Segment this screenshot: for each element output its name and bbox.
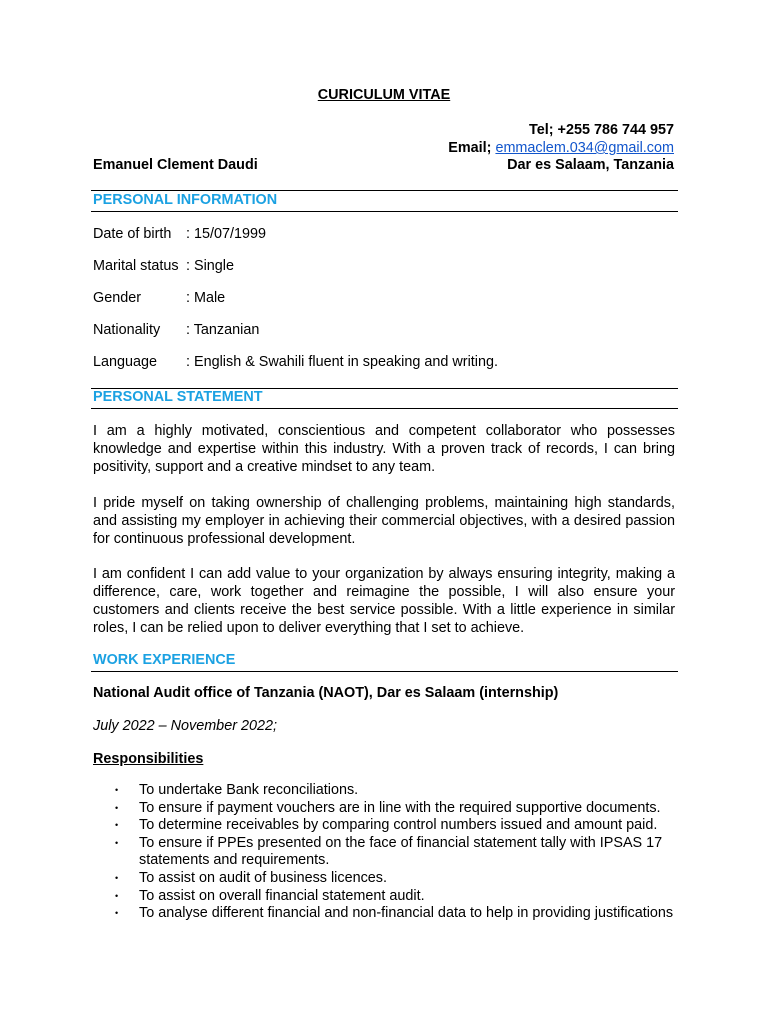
- section-title-personal-statement: PERSONAL STATEMENT: [93, 389, 263, 405]
- bullet-icon: •: [115, 785, 119, 795]
- section-title-personal-information: PERSONAL INFORMATION: [93, 192, 278, 208]
- info-label-dob: Date of birth: [93, 226, 172, 242]
- section-divider-bottom: [91, 671, 678, 672]
- list-item-text: To assist on overall financial statement audit.: [139, 887, 425, 904]
- contact-email-line: [448, 140, 674, 156]
- bullet-icon: •: [115, 820, 119, 831]
- candidate-name: Emanuel Clement Daudi: [93, 157, 258, 173]
- info-label-language: Language: [93, 354, 158, 370]
- statement-paragraph-3: I am confident I can add value to your organization by always ensuring integrity, making a difference, care, work together and reimagine the possible, I will also ensure your customers and clients receive the best service possible. With a little experience in similar roles, I can be relied upon to deliver everything that I set to achieve.: [93, 566, 675, 636]
- list-item-text: To analyse different financial and non-financial data to help in providing justifications: [139, 905, 674, 922]
- info-value-gender: : Male: [186, 290, 226, 306]
- bullet-icon: •: [115, 837, 119, 848]
- list-item: [110, 800, 680, 818]
- responsibilities-list: [110, 782, 680, 923]
- work-period: July 2022 – November 2022;: [93, 718, 277, 734]
- list-item-text: To assist on audit of business licences.: [139, 869, 387, 886]
- list-item-text: To undertake Bank reconciliations.: [139, 782, 359, 798]
- section-divider-bottom: [91, 408, 678, 409]
- document-title: CURICULUM VITAE: [317, 87, 451, 103]
- contact-phone: Tel; +255 786 744 957: [529, 122, 674, 138]
- contact-location: Dar es Salaam, Tanzania: [507, 157, 674, 173]
- statement-paragraph-2: I pride myself on taking ownership of challenging problems, maintaining high standards, and assisting my employer in achieving their commercial objectives, with a desired passion for continuous professional development.: [93, 495, 675, 547]
- email-link[interactable]: emmaclem.034@gmail.com: [495, 140, 674, 156]
- section-title-work-experience: WORK EXPERIENCE: [93, 652, 236, 668]
- section-divider-bottom: [91, 211, 678, 212]
- list-item: [110, 835, 680, 870]
- info-value-nationality: : Tanzanian: [186, 322, 260, 338]
- bullet-icon: •: [115, 890, 119, 901]
- statement-paragraph-1: I am a highly motivated, conscientious and competent collaborator who possesses knowledge and expertise within this industry. With a proven track of records, I can bring positivity, support and a creative mindset to any team.: [93, 423, 675, 475]
- info-value-marital: : Single: [186, 258, 234, 274]
- list-item-text: To determine receivables by comparing control numbers issued and amount paid.: [139, 817, 658, 834]
- section-divider-top: [91, 190, 678, 191]
- email-label: Email;: [448, 140, 496, 156]
- list-item: [110, 870, 680, 888]
- bullet-icon: •: [115, 802, 119, 813]
- list-item: [110, 817, 680, 835]
- info-label-marital: Marital status: [93, 258, 179, 274]
- bullet-icon: •: [115, 908, 119, 919]
- list-item: [110, 782, 680, 800]
- company-name: National Audit office of Tanzania (NAOT), Dar es Salaam (internship): [93, 685, 559, 701]
- info-value-dob: : 15/07/1999: [186, 226, 267, 242]
- list-item-text: To ensure if PPEs presented on the face of financial statement tally with IPSAS 17 statements and requirements.: [139, 834, 663, 869]
- info-value-language: : English & Swahili fluent in speaking and writing.: [186, 354, 498, 370]
- list-item-text: To ensure if payment vouchers are in line with the required supportive documents.: [139, 799, 661, 816]
- list-item: [110, 888, 680, 906]
- responsibilities-heading: Responsibilities: [93, 751, 204, 767]
- bullet-icon: •: [115, 872, 119, 883]
- list-item: [110, 905, 680, 923]
- info-label-nationality: Nationality: [93, 322, 161, 338]
- info-label-gender: Gender: [93, 290, 141, 306]
